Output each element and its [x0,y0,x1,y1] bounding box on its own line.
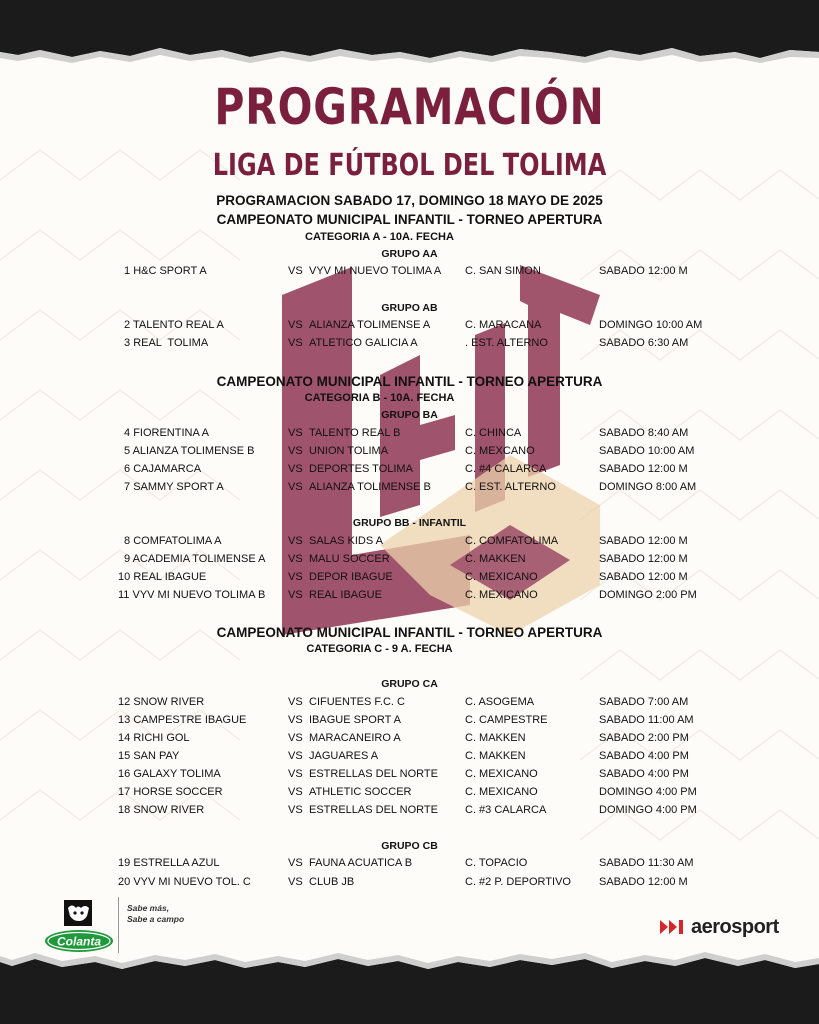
table-row [0,750,819,766]
match-number: 9 [124,553,131,565]
category-heading: CATEGORIA B - 10A. FECHA [304,392,455,404]
table-row [0,535,819,551]
venue: C. EST. ALTERNO [465,481,556,493]
home-team: VYV MI NUEVO TOL. C [133,876,251,888]
category-heading: CATEGORIA A - 10A. FECHA [305,231,454,243]
match-number: 6 [124,463,131,475]
vs-label: VS [288,463,303,475]
home-team: SNOW RIVER [133,696,205,708]
away-team: MALU SOCCER [309,553,390,565]
away-team: SALAS KIDS A [309,535,383,547]
match-number: 5 [124,445,131,457]
home-team: RICHI GOL [133,732,190,744]
home-team: TALENTO REAL A [132,319,224,331]
group-heading: GRUPO CA [381,678,438,690]
venue: C. CHINCA [465,427,522,439]
home-team: FIORENTINA A [133,427,209,439]
vs-label: VS [288,481,303,493]
home-team: GALAXY TOLIMA [133,768,221,780]
away-team: CIFUENTES F.C. C [309,696,405,708]
away-team: ESTRELLAS DEL NORTE [309,768,438,780]
match-number: 19 [118,857,131,869]
table-row [0,427,819,443]
home-team: VYV MI NUEVO TOLIMA B [132,589,266,601]
away-team: ESTRELLAS DEL NORTE [309,804,438,816]
match-number: 8 [124,535,131,547]
match-number: 11 [118,589,130,601]
table-row [0,337,819,353]
match-number: 4 [124,427,131,439]
away-team: FAUNA ACUATICA B [309,857,413,869]
match-number: 16 [118,768,131,780]
match-time: SABADO 12:00 M [599,571,688,583]
vs-label: VS [288,768,303,780]
vs-label: VS [288,427,303,439]
home-team: SAMMY SPORT A [133,481,224,493]
vs-label: VS [288,696,303,708]
vs-label: VS [288,445,303,457]
venue: C. MAKKEN [465,750,526,762]
table-row [0,481,819,497]
match-time: DOMINGO 2:00 PM [599,589,697,601]
venue: C. MARACANA [465,319,542,331]
aerosport-logo [660,914,779,940]
vs-label: VS [288,786,303,798]
sponsor-name: Colanta [56,934,102,949]
match-number: 13 [118,714,131,726]
table-row [0,786,819,802]
venue: C. ASOGEMA [465,696,535,708]
sponsor-slogan [118,897,208,953]
away-team: TALENTO REAL B [309,427,401,439]
category-heading: CATEGORIA C - 9 A. FECHA [306,643,453,655]
match-number: 7 [124,481,131,493]
match-number: 3 [124,337,131,349]
match-number: 10 [118,571,131,583]
table-row [0,571,819,587]
venue: C. MEXICANO [465,768,538,780]
match-number: 1 [124,265,131,277]
away-team: ALIANZA TOLIMENSE A [309,319,431,331]
championship-heading: CAMPEONATO MUNICIPAL INFANTIL - TORNEO APERTURA [216,374,603,389]
match-time: SABADO 8:40 AM [599,427,689,439]
slogan-line-1: Sabe más, [127,903,170,913]
venue: C. #2 P. DEPORTIVO [465,876,571,888]
vs-label: VS [288,589,303,601]
page-subtitle: LIGA DE FÚTBOL DEL TOLIMA [212,148,607,183]
vs-label: VS [288,571,303,583]
table-row [0,265,819,281]
match-time: SABADO 11:30 AM [599,857,694,869]
match-time: SABADO 12:00 M [599,535,688,547]
match-time: DOMINGO 4:00 PM [599,786,697,798]
group-heading: GRUPO CB [381,840,438,852]
away-team: REAL IBAGUE [309,589,382,601]
match-time: SABADO 11:00 AM [599,714,694,726]
away-team: ATHLETIC SOCCER [309,786,412,798]
table-row [0,319,819,335]
vs-label: VS [288,553,303,565]
match-number: 12 [118,696,131,708]
home-team: SNOW RIVER [133,804,205,816]
match-number: 15 [118,750,131,762]
match-number: 20 [118,876,131,888]
home-team: ACADEMIA TOLIMENSE A [132,553,266,565]
match-time: SABADO 4:00 PM [599,750,689,762]
home-team: H&C SPORT A [133,265,207,277]
vs-label: VS [288,876,303,888]
venue: C. #3 CALARCA [465,804,547,816]
vs-label: VS [288,714,303,726]
table-row [0,857,819,873]
match-number: 2 [124,319,131,331]
away-team: JAGUARES A [309,750,379,762]
table-row [0,463,819,479]
vs-label: VS [288,750,303,762]
away-team: CLUB JB [309,876,355,888]
match-time: SABADO 7:00 AM [599,696,689,708]
vs-label: VS [288,319,303,331]
venue: C. MAKKEN [465,732,526,744]
table-row [0,589,819,605]
table-row [0,768,819,784]
torn-edge-top [0,0,819,80]
colanta-logo-icon [44,898,114,956]
match-time: SABADO 12:00 M [599,265,688,277]
table-row [0,445,819,461]
group-heading: GRUPO AB [381,302,438,314]
venue: C. SAN SIMON [465,265,541,277]
match-time: DOMINGO 10:00 AM [599,319,703,331]
torn-edge-bottom [0,944,819,1024]
home-team: REAL TOLIMA [133,337,209,349]
home-team: COMFATOLIMA A [133,535,222,547]
table-row [0,696,819,712]
match-time: SABADO 12:00 M [599,876,688,888]
match-number: 17 [118,786,131,798]
home-team: CAJAMARCA [133,463,202,475]
vs-label: VS [288,265,303,277]
venue: C. #4 CALARCA [465,463,547,475]
venue: C. MEXICANO [465,571,538,583]
match-time: SABADO 10:00 AM [599,445,695,457]
match-time: SABADO 4:00 PM [599,768,689,780]
championship-heading: CAMPEONATO MUNICIPAL INFANTIL - TORNEO APERTURA [216,212,603,227]
match-number: 14 [118,732,131,744]
home-team: CAMPESTRE IBAGUE [133,714,247,726]
brand-name: aerosport [691,915,779,938]
vs-label: VS [288,732,303,744]
away-team: ATLETICO GALICIA A [309,337,418,349]
away-team: ALIANZA TOLIMENSE B [309,481,431,493]
venue: C. MEXICANO [465,786,538,798]
home-team: HORSE SOCCER [133,786,223,798]
table-row [0,714,819,730]
home-team: REAL IBAGUE [133,571,207,583]
home-team: ESTRELLA AZUL [133,857,220,869]
match-time: DOMINGO 8:00 AM [599,481,697,493]
match-time: SABADO 2:00 PM [599,732,689,744]
venue: C. MEXICANO [465,589,538,601]
away-team: VYV MI NUEVO TOLIMA A [309,265,442,277]
venue: C. COMFATOLIMA [465,535,559,547]
vs-label: VS [288,535,303,547]
championship-heading: CAMPEONATO MUNICIPAL INFANTIL - TORNEO APERTURA [216,625,603,640]
venue: C. MAKKEN [465,553,526,565]
away-team: IBAGUE SPORT A [309,714,401,726]
slogan-line-2: Sabe a campo [127,914,185,924]
table-row [0,732,819,748]
page-title: PROGRAMACIÓN [214,78,605,136]
match-time: SABADO 12:00 M [599,553,688,565]
match-time: SABADO 6:30 AM [599,337,689,349]
away-team: DEPOR IBAGUE [309,571,393,583]
vs-label: VS [288,857,303,869]
table-row [0,804,819,820]
table-row [0,553,819,569]
group-heading: GRUPO BA [381,409,438,421]
venue: C. MEXCANO [465,445,535,457]
venue: C. CAMPESTRE [465,714,548,726]
away-team: MARACANEIRO A [309,732,401,744]
venue: . EST. ALTERNO [465,337,548,349]
home-team: SAN PAY [133,750,180,762]
fast-forward-icon [660,920,688,934]
away-team: UNION TOLIMA [309,445,389,457]
vs-label: VS [288,337,303,349]
group-heading: GRUPO AA [381,248,438,260]
match-time: DOMINGO 4:00 PM [599,804,697,816]
home-team: ALIANZA TOLIMENSE B [132,445,255,457]
match-time: SABADO 12:00 M [599,463,688,475]
group-heading: GRUPO BB - INFANTIL [352,517,467,529]
schedule-dates: PROGRAMACION SABADO 17, DOMINGO 18 MAYO DE 2025 [216,193,603,208]
vs-label: VS [288,804,303,816]
match-number: 18 [118,804,131,816]
away-team: DEPORTES TOLIMA [309,463,413,475]
table-row [0,876,819,892]
venue: C. TOPACIO [465,857,528,869]
